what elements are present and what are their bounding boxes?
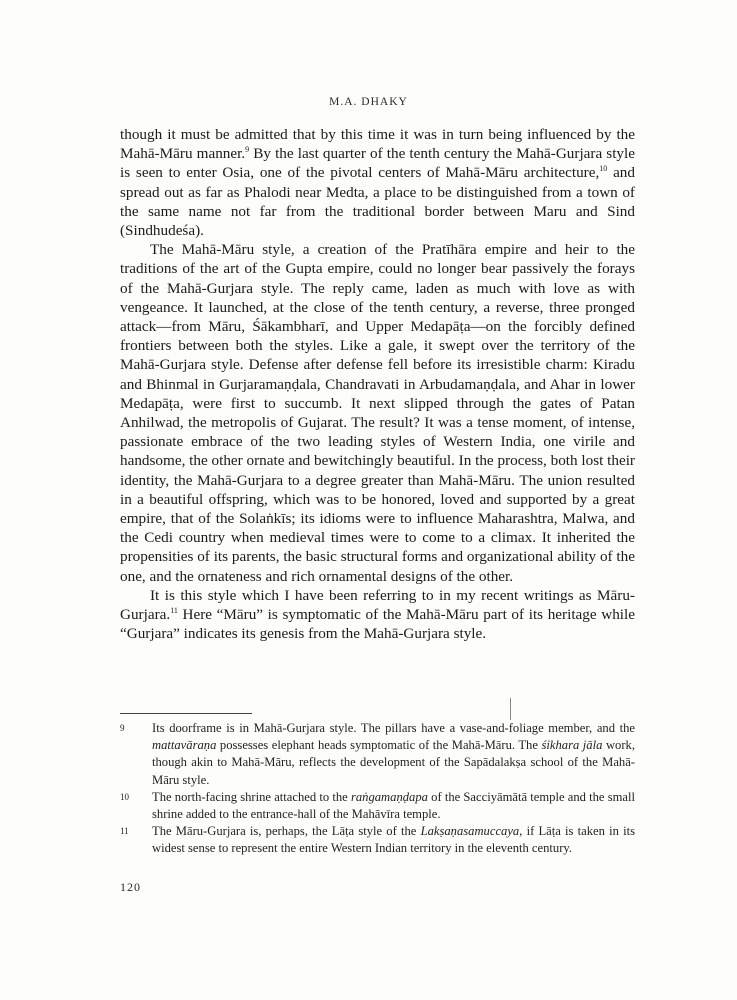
footnote-text bbox=[152, 823, 635, 857]
italic-term: mattavāraṇa bbox=[152, 738, 217, 753]
footnote-number: 10 bbox=[120, 791, 129, 802]
text-run: possesses elephant heads symptomatic of the Mahā-Māru. The bbox=[216, 738, 542, 753]
footnote-number: 9 bbox=[120, 723, 125, 733]
footnote-ref[interactable]: 9 bbox=[245, 145, 250, 155]
footnote bbox=[120, 720, 635, 789]
text-run: The north-facing shrine attached to the bbox=[152, 789, 351, 804]
stray-pen-mark bbox=[510, 698, 511, 720]
text-run: and spread out as far as Phalodi near Medta, a place to be distinguished from a town of the same name not far from the traditional border between Maru and Sind (Sindhudeśa). bbox=[120, 164, 635, 240]
paragraph bbox=[120, 240, 635, 586]
paragraph bbox=[120, 125, 635, 240]
body-text bbox=[120, 125, 635, 643]
footnote bbox=[120, 823, 635, 857]
italic-term: śikhara jāla bbox=[541, 738, 603, 753]
text-run: though it must be admitted that by this time it was in turn being influenced by the Mahā-Māru manner. bbox=[120, 126, 635, 163]
footnotes bbox=[120, 720, 635, 858]
footnote bbox=[120, 789, 635, 823]
text-run: The Māru-Gurjara is, perhaps, the Lāṭa style of the bbox=[152, 824, 421, 839]
footnote-number: 11 bbox=[120, 826, 129, 837]
text-run: Here “Māru” is symptomatic of the Mahā-Māru part of its heritage while “Gurjara” indicates its genesis from the Mahā-Gurjara style. bbox=[120, 606, 635, 643]
text-run: if Lāṭa is taken in its widest sense to represent the entire Western Indian territory in the eleventh century. bbox=[152, 824, 635, 856]
text-run: By the last quarter of the tenth century the Mahā-Gurjara style is seen to enter Osia, one of the pivotal centers of Mahā-Māru architecture, bbox=[120, 145, 635, 182]
footnote-ref[interactable]: 10 bbox=[599, 164, 608, 174]
running-head: M.A. DHAKY bbox=[329, 96, 408, 108]
italic-term: raṅgamaṇḍapa bbox=[350, 789, 428, 804]
footnote-text bbox=[152, 789, 635, 823]
footnote-rule bbox=[120, 713, 252, 714]
text-run: work, though akin to Mahā-Māru, reflects the development of the Sapādalakṣa school of the Mahā-Māru style. bbox=[152, 738, 635, 787]
text-run: The Mahā-Māru style, a creation of the Pratīhāra empire and heir to the traditions of the art of the Gupta empire, could no longer bear passively the forays of the Mahā-Gurjara style. The reply came, laden as much with love as with vengeance. It launched, at the close of the tenth century, a reverse, three pronged attack—from Māru, Śākambharī, and Upper Medapāṭa—on the forcibly defined frontiers between both the styles. Like a gale, it swept over the territory of the Mahā-Gurjara style. Defense after defense fell before its irresistible charm: Kiradu and Bhinmal in Gurjaramaṇḍala, Chandravati in Arbudamaṇḍala, and Ahar in lower Medapāṭa, were first to succumb. It next slipped through the gates of Patan Anhilwad, the metropolis of Gujarat. The result? It was a tense moment, of intense, passionate embrace of the two leading styles of Western India, one virile and handsome, the other ornate and bewitchingly beautiful. In the process, both lost their identity, the Mahā-Gurjara to a degree greater than Mahā-Māru. The union resulted in a beautiful offspring, which was to be honored, loved and supported by a great empire, that of the Solaṅkīs; its idioms were to influence Maharashtra, Malwa, and the Cedi country when medieval times were to come to a climax. It inherited the propensities of its parents, the basic structural forms and organizational ability of the one, and the ornateness and rich ornamental designs of the other. bbox=[120, 241, 635, 585]
italic-term: Lakṣaṇasamuccaya, bbox=[420, 824, 523, 839]
text-run: of the Sacciyāmātā temple and the small shrine added to the entrance-hall of the Mahāvīra temple. bbox=[152, 789, 636, 822]
page-number: 120 bbox=[120, 880, 141, 894]
paragraph bbox=[120, 586, 635, 644]
footnote-text bbox=[152, 720, 635, 789]
text-run: It is this style which I have been referring to in my recent writings as Māru-Gurjara. bbox=[120, 586, 635, 624]
text-run: Its doorframe is in Mahā-Gurjara style. The pillars have a vase-and-foliage member, and the bbox=[152, 721, 635, 735]
footnote-ref[interactable]: 11 bbox=[170, 606, 178, 616]
